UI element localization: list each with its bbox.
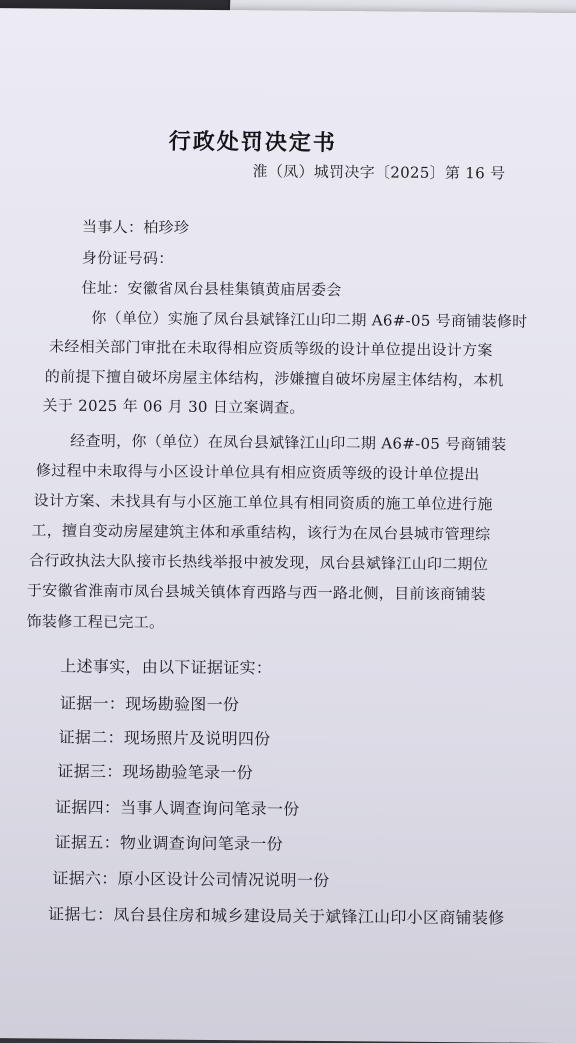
paragraph1-line: 关于 2025 年 06 月 30 日立案调查。 xyxy=(42,396,305,417)
paragraph1-line: 你（单位）实施了凤台县斌锋江山印二期 A6#-05 号商铺装修时 xyxy=(91,308,528,331)
evidence-item: 证据七：凤台县住房和城乡建设局关于斌锋江山印小区商铺装修 xyxy=(48,904,505,928)
paragraph2-line: 经查明，你（单位）在凤台县斌锋江山印二期 A6#-05 号商铺装 xyxy=(70,431,507,454)
evidence-item: 证据一：现场勘验图一份 xyxy=(59,693,240,715)
paragraph2-line: 于安徽省淮南市凤台县城关镇体育西路与西一路北侧，目前该商铺装 xyxy=(26,581,486,604)
paragraph2-line: 饰装修工程已完工。 xyxy=(26,612,165,632)
document-title: 行政处罚决定书 xyxy=(168,128,337,157)
party-line: 当事人：柏珍珍 xyxy=(82,217,190,237)
evidence-item: 证据五：物业调查询问笔录一份 xyxy=(54,832,284,854)
id-number-line: 身份证号码： xyxy=(81,248,174,268)
evidence-item: 证据六：原小区设计公司情况说明一份 xyxy=(52,868,330,890)
evidence-item: 证据二：现场照片及说明四份 xyxy=(58,727,271,749)
evidence-item: 证据三：现场勘验笔录一份 xyxy=(57,761,254,783)
evidence-intro: 上述事实，由以下证据证实： xyxy=(60,656,273,678)
evidence-item: 证据四：当事人调查询问笔录一份 xyxy=(54,797,300,819)
paragraph2-line: 设计方案、未找具有与小区施工单位具有相同资质的施工单位进行施 xyxy=(33,491,493,514)
document-number: 淮（凤）城罚决字〔2025〕第 16 号 xyxy=(252,162,506,183)
document-page xyxy=(0,8,576,1043)
paragraph1-line: 的前提下擅自破坏房屋主体结构，涉嫌擅自破坏房屋主体结构，本机 xyxy=(44,367,504,390)
paragraph2-line: 合行政执法大队接市长热线举报中被发现，凤台县斌锋江山印二期位 xyxy=(29,551,489,574)
paragraph1-line: 未经相关部门审批在未取得相应资质等级的设计单位提出设计方案 xyxy=(48,337,493,360)
address-line: 住址：安徽省凤台县桂集镇黄庙居委会 xyxy=(81,278,342,300)
paragraph2-line: 工，擅自变动房屋建筑主体和承重结构，该行为在凤台县城市管理综 xyxy=(31,521,491,544)
paragraph2-line: 修过程中未取得与小区设计单位具有相应资质等级的设计单位提出 xyxy=(35,461,480,484)
